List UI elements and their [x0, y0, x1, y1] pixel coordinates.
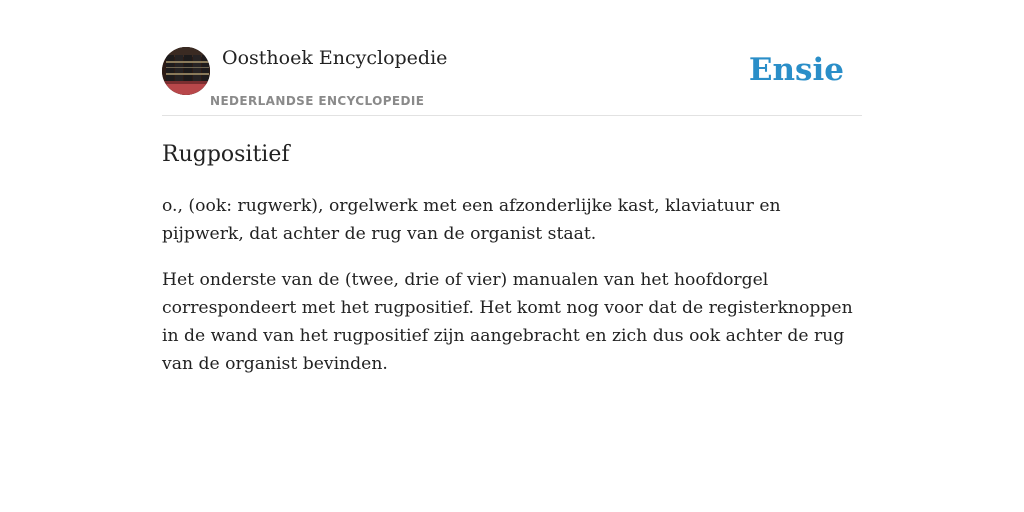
- encyclopedia-books-icon[interactable]: [162, 47, 210, 95]
- entry-title: Rugpositief: [162, 142, 290, 167]
- entry-body: [162, 192, 862, 396]
- site-title[interactable]: Oosthoek Encyclopedie: [222, 47, 448, 69]
- page-container: [162, 0, 862, 512]
- entry-paragraph: o., (ook: rugwerk), orgelwerk met een afzonderlijke kast, klaviatuur en pijpwerk, dat achter de rug van de organist staat.: [162, 196, 781, 244]
- site-header: [162, 0, 862, 116]
- ensie-logo-link[interactable]: Ensie: [748, 52, 844, 88]
- entry-paragraph: Het onderste van de (twee, drie of vier) manualen van het hoofdorgel correspondeert met het rugpositief. Het komt nog voor dat de registerknoppen in de wand van het rugpositief zijn aangebracht en zich dus ook achter de rug van de organist bevinden.: [162, 270, 853, 374]
- site-subtitle: NEDERLANDSE ENCYCLOPEDIE: [210, 94, 425, 108]
